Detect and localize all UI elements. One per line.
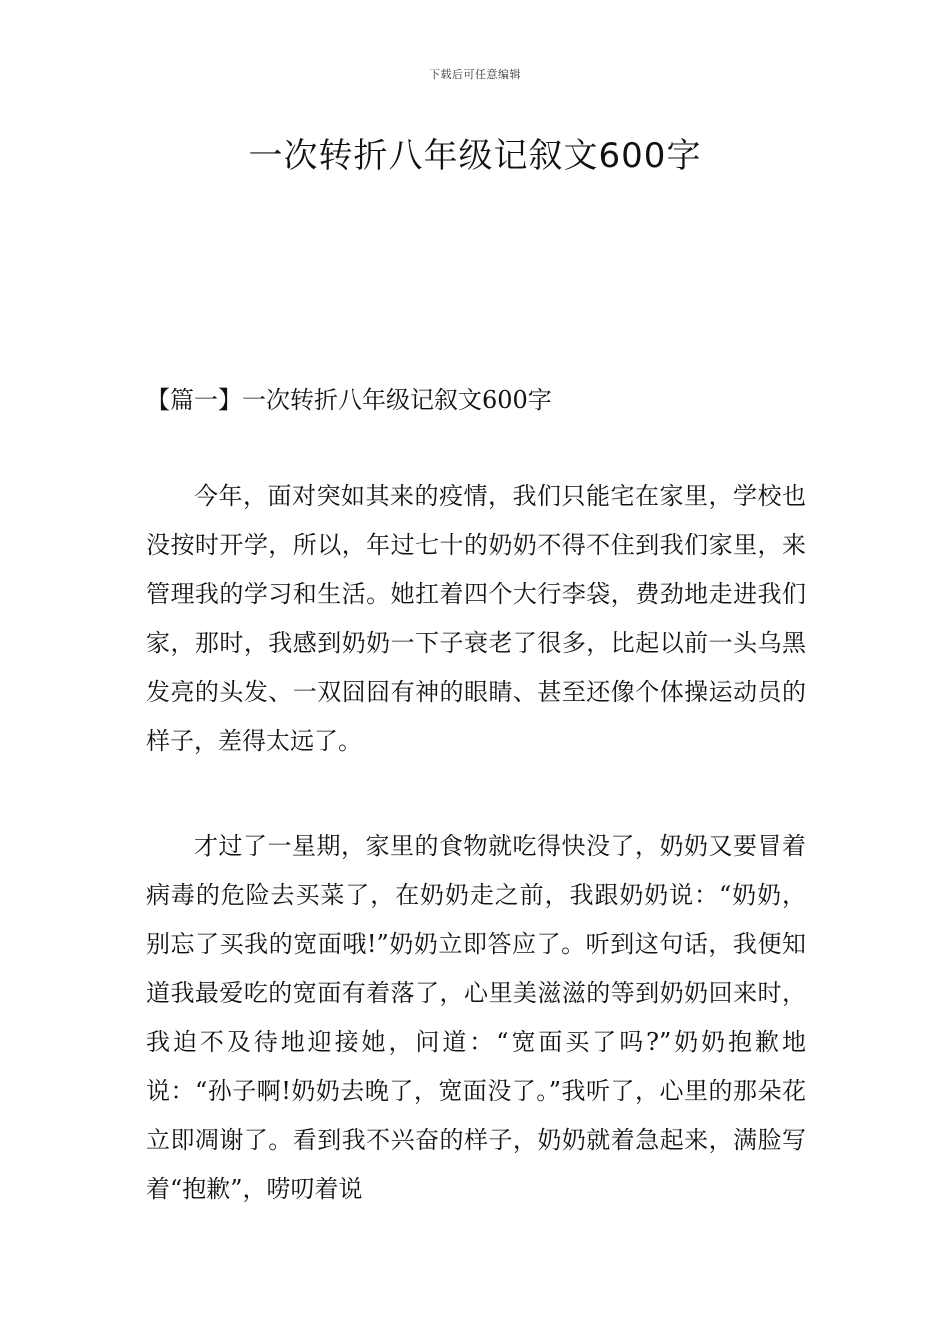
document-title: 一次转折八年级记叙文600字 bbox=[248, 136, 702, 176]
header-note: 下载后可任意编辑 bbox=[429, 68, 521, 81]
body-paragraph: 才过了一星期，家里的食物就吃得快没了，奶奶又要冒着病毒的危险去买菜了，在奶奶走之前，我跟奶奶说：“奶奶，别忘了买我的宽面哦!”奶奶立即答应了。听到这句话，我便知道我最爱吃的宽面有着落了，心里美滋滋的等到奶奶回来时，我迫不及待地迎接她，问道：“宽面买了吗?”奶奶抱歉地说：“孙子啊!奶奶去晚了，宽面没了。”我听了，心里的那朵花立即凋谢了。看到我不兴奋的样子，奶奶就着急起来，满脸写着“抱歉”，唠叨着说 bbox=[146, 832, 806, 1203]
body-paragraph: 今年，面对突如其来的疫情，我们只能宅在家里，学校也没按时开学，所以，年过七十的奶奶不得不住到我们家里，来管理我的学习和生活。她扛着四个大行李袋，费劲地走进我们家，那时，我感到奶奶一下子衰老了很多，比起以前一头乌黑发亮的头发、一双囧囧有神的眼睛、甚至还像个体操运动员的样子，差得太远了。 bbox=[146, 482, 806, 755]
section-heading: 【篇一】一次转折八年级记叙文600字 bbox=[146, 386, 552, 414]
